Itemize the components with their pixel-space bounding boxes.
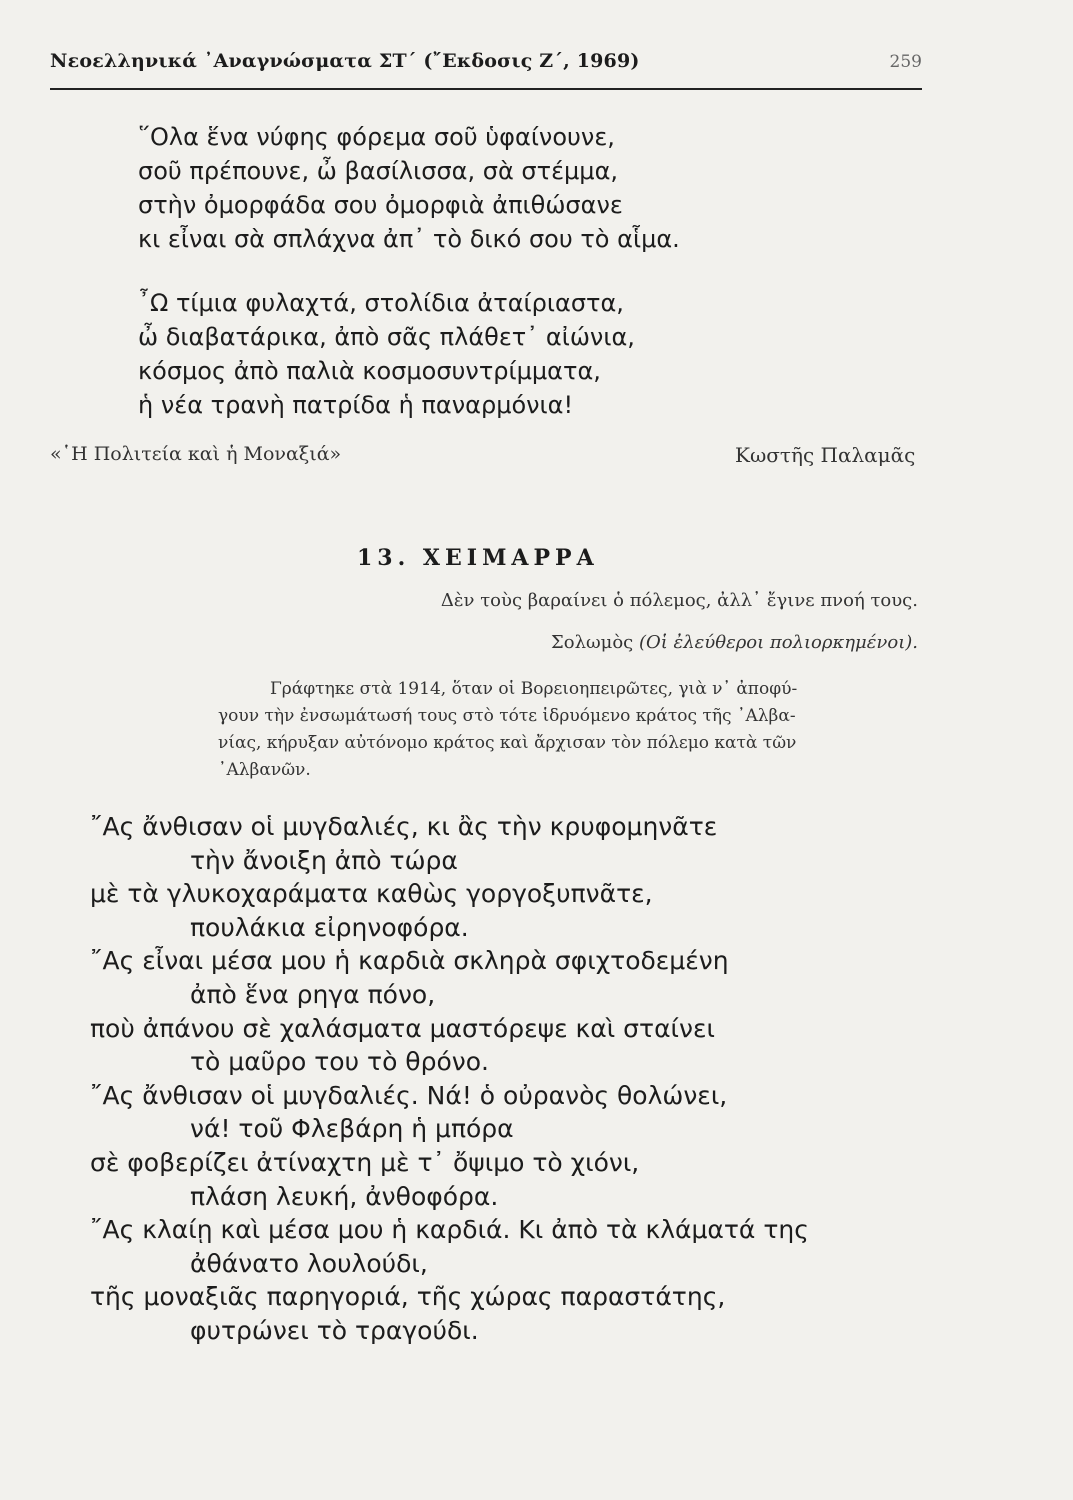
verse-line: σὲ φοβερίζει ἀτίναχτη μὲ τ᾿ ὄψιμο τὸ χιόνι, — [90, 1147, 640, 1177]
verse-line: στὴν ὀμορφάδα σου ὀμορφιὰ ἀπιθώσανε — [138, 191, 623, 219]
verse-line: ποὺ ἀπάνου σὲ χαλάσματα μαστόρεψε καὶ σταίνει — [90, 1013, 715, 1043]
verse-line: μὲ τὰ γλυκοχαράματα καθὼς γοργοξυπνᾶτε, — [90, 879, 653, 909]
note-line: γουν τὴν ἐνσωμάτωσή τους στὸ τότε ἱδρυόμενο κράτος τῆς ᾿Αλβα- — [218, 706, 796, 726]
verse-line: ἡ νέα τρανὴ πατρίδα ἡ παναρμόνια! — [138, 391, 574, 419]
note-line: ᾿Αλβανῶν. — [218, 760, 311, 780]
poem-source: «῾Η Πολιτεία καὶ ἡ Μοναξιά» — [50, 443, 342, 465]
epigraph-author: Σολωμὸς — [551, 632, 634, 653]
epigraph-quote: Δὲν τοὺς βαραίνει ὁ πόλεμος, ἀλλ᾿ ἔγινε πνοή τους. — [440, 590, 918, 611]
verse-line: ῎Ας ἄνθισαν οἱ μυγδαλιές. Νά! ὁ οὐρανὸς θολώνει, — [90, 1080, 728, 1110]
verse-line: κόσμος ἀπὸ παλιὰ κοσμοσυντρίμματα, — [138, 357, 601, 385]
verse-line: πουλάκια εἰρηνοφόρα. — [190, 912, 469, 942]
verse-line: ὦ διαβατάρικα, ἀπὸ σᾶς πλάθετ᾿ αἰώνια, — [138, 323, 635, 351]
verse-line: ῎Ας ἄνθισαν οἱ μυγδαλιές, κι ἂς τὴν κρυφομηνᾶτε — [90, 812, 718, 841]
verse-line: ῎Ας κλαίῃ καὶ μέσα μου ἡ καρδιά. Κι ἀπὸ τὰ κλάματά της — [90, 1215, 809, 1245]
header-rule — [50, 88, 922, 90]
verse-line: τὸ μαῦρο του τὸ θρόνο. — [190, 1047, 489, 1077]
editorial-note — [218, 676, 918, 784]
verse-line: πλάση λευκή, ἀνθοφόρα. — [190, 1181, 499, 1211]
cheimarra-poem — [90, 810, 809, 1348]
verse-line: ῎Ας εἶναι μέσα μου ἡ καρδιὰ σκληρὰ σφιχτοδεμένη — [90, 946, 729, 976]
verse-line: ἀθάνατο λουλούδι, — [190, 1248, 428, 1278]
verse-line: φυτρώνει τὸ τραγούδι. — [190, 1315, 479, 1345]
palamas-stanza-2 — [138, 286, 635, 422]
note-line: νίας, κήρυξαν αὐτόνομο κράτος καὶ ἄρχισαν τὸν πόλεμο κατὰ τῶν — [218, 733, 797, 753]
verse-line: ἀπὸ ἕνα ρηγα πόνο, — [190, 979, 436, 1009]
note-line: Γράφτηκε στὰ 1914, ὅταν οἱ Βορειοηπειρῶτες, γιὰ ν᾿ ἀποφύ- — [270, 679, 798, 699]
running-head — [50, 50, 922, 86]
book-title: Νεοελληνικά ᾿Αναγνώσματα ΣΤ΄ (῎Εκδοσις Ζ΄, 1969) — [50, 50, 640, 72]
verse-line: τὴν ἄνοιξη ἀπὸ τώρα — [190, 845, 458, 875]
epigraph-attribution — [551, 632, 918, 653]
epigraph-work: (Οἱ ἐλεύθεροι πολιορκημένοι). — [639, 632, 918, 653]
verse-line: ῞Ολα ἕνα νύφης φόρεμα σοῦ ὑφαίνουνε, — [138, 123, 615, 151]
verse-line: τῆς μοναξιᾶς παρηγοριά, τῆς χώρας παραστάτης, — [90, 1282, 726, 1312]
poem-author: Κωστῆς Παλαμᾶς — [735, 443, 916, 467]
palamas-stanza-1 — [138, 120, 680, 256]
verse-line: κι εἶναι σὰ σπλάχνα ἀπ᾿ τὸ δικό σου τὸ αἷμα. — [138, 225, 680, 253]
section-heading: 13. ΧΕΙΜΑΡΡΑ — [357, 545, 599, 571]
verse-line: νά! τοῦ Φλεβάρη ἡ μπόρα — [190, 1114, 514, 1144]
verse-line: σοῦ πρέπουνε, ὦ βασίλισσα, σὰ στέμμα, — [138, 157, 619, 185]
page-number: 259 — [889, 52, 922, 72]
verse-line: ῏Ω τίμια φυλαχτά, στολίδια ἀταίριαστα, — [138, 289, 624, 317]
